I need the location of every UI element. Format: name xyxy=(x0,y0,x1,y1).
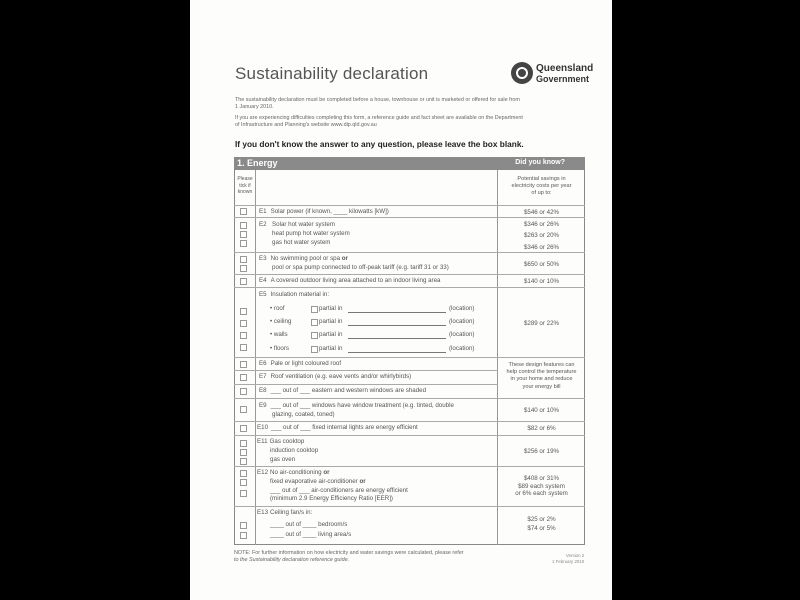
e13-saving-living: $74 or 5% xyxy=(527,525,556,532)
e7-label: E7 Roof ventilation (e.g. eave vents and/or whirlybirds) xyxy=(259,373,412,380)
e2-saving-heat-pump: $263 or 20% xyxy=(523,232,560,239)
section-title: 1. Energy xyxy=(237,158,278,168)
logo-line-2: Government xyxy=(536,74,590,84)
e2-checkbox-gas[interactable] xyxy=(240,240,247,247)
e9-line-2: glazing, coated, toned) xyxy=(272,411,335,418)
e5-partial-walls-label: partial in xyxy=(319,331,343,338)
e1-checkbox[interactable] xyxy=(240,208,247,215)
e3-checkbox-no-pool[interactable] xyxy=(240,256,247,263)
e12-line-1: E12 No air-conditioning or xyxy=(257,469,330,476)
intro-paragraph-1: The sustainability declaration must be completed before a house, townhouse or unit is marketed or offered for sale from 1 January 2010. xyxy=(235,97,520,110)
e1-label: E1 Solar power (if known, ____ kilowatts [kW]) xyxy=(259,208,389,215)
e5-partial-walls-checkbox[interactable] xyxy=(311,332,318,339)
e5-item-ceiling: • ceiling xyxy=(270,318,292,325)
e5-label: E5 Insulation material in: xyxy=(259,291,330,298)
footnote: NOTE: For further information on how electricity and water savings were calculated, please refer to the Sustainability declaration reference guide. xyxy=(234,550,464,563)
e12-checkbox-efficient[interactable] xyxy=(240,490,247,497)
instruction-warning: If you don't know the answer to any question, please leave the box blank. xyxy=(235,139,524,149)
e5-walls-location-line[interactable] xyxy=(348,338,446,339)
e13-line-bedrooms: ____ out of ____ bedroom/s xyxy=(270,521,348,528)
e12-checkbox-evaporative[interactable] xyxy=(240,479,247,486)
e10-label: E10 ___ out of ___ fixed internal lights are energy efficient xyxy=(257,424,418,431)
e8-checkbox[interactable] xyxy=(240,388,247,395)
e13-checkbox-bedrooms[interactable] xyxy=(240,522,247,529)
queensland-government-logo xyxy=(511,62,594,90)
e3-checkbox-off-peak[interactable] xyxy=(240,265,247,272)
e5-item-roof: • roof xyxy=(270,305,285,312)
savings-column-header: Potential savings in electricity costs per year of up to: xyxy=(511,176,572,196)
e11-line-1: E11 Gas cooktop xyxy=(257,438,305,445)
section-header xyxy=(234,157,585,170)
e5-partial-roof-label: partial in xyxy=(319,305,343,312)
e5-partial-ceiling-label: partial in xyxy=(319,318,343,325)
e5-item-floors: • floors xyxy=(270,345,290,352)
e3-line-2: pool or spa pump connected to off-peak tariff (e.g. tariff 31 or 33) xyxy=(272,264,449,271)
e13-line-living: ____ out of ____ living area/s xyxy=(270,531,352,538)
e12-line-2: fixed evaporative air-conditioner or xyxy=(270,478,366,485)
version-note: Version 2 1 February 2010 xyxy=(552,553,585,564)
e5-roof-location-line[interactable] xyxy=(348,312,446,313)
e5-partial-roof-checkbox[interactable] xyxy=(311,306,318,313)
e5-walls-location-label: (location) xyxy=(449,331,475,338)
e6-label: E6 Pale or light coloured roof xyxy=(259,360,342,367)
e6-e8-design-note: These design features can help control the temperature in your home and reduce your energy bill xyxy=(506,362,577,390)
e5-checkbox-ceiling[interactable] xyxy=(240,320,247,327)
e5-ceiling-location-line[interactable] xyxy=(348,325,446,326)
e4-saving: $140 or 10% xyxy=(523,278,560,285)
e12-line-4: (minimum 2.9 Energy Efficiency Ratio [EER]) xyxy=(270,495,393,502)
crest-icon xyxy=(511,62,533,84)
e11-checkbox-induction[interactable] xyxy=(240,449,247,456)
e12-savings: $408 or 31% $89 each system or 6% each system xyxy=(515,475,568,497)
e10-saving: $82 or 6% xyxy=(527,425,556,432)
e5-item-walls: • walls xyxy=(270,331,288,338)
intro-paragraph-2: If you are experiencing difficulties completing this form, a reference guide and fact sheet are available on the Department of Infrastructure and Planning's website www.dip.qld.gov.au xyxy=(235,115,523,128)
e13-saving-bedrooms: $25 or 2% xyxy=(527,516,556,523)
e7-checkbox[interactable] xyxy=(240,374,247,381)
e11-checkbox-gas-oven[interactable] xyxy=(240,458,247,465)
e6-checkbox[interactable] xyxy=(240,361,247,368)
e5-checkbox-walls[interactable] xyxy=(240,332,247,339)
e5-roof-location-label: (location) xyxy=(449,305,475,312)
e5-partial-floors-checkbox[interactable] xyxy=(311,346,318,353)
e5-floors-location-line[interactable] xyxy=(348,352,446,353)
e5-ceiling-location-label: (location) xyxy=(449,318,475,325)
e5-partial-floors-label: partial in xyxy=(319,345,343,352)
e12-checkbox-no-ac[interactable] xyxy=(240,470,247,477)
e11-line-3: gas oven xyxy=(270,456,296,463)
e12-line-3: ___ out of ___ air-conditioners are energy efficient xyxy=(270,487,408,494)
e5-partial-ceiling-checkbox[interactable] xyxy=(311,319,318,326)
e2-saving-solar: $346 or 26% xyxy=(523,221,560,228)
e5-checkbox-roof[interactable] xyxy=(240,308,247,315)
page-title: Sustainability declaration xyxy=(235,64,429,83)
e5-saving: $289 or 22% xyxy=(523,320,560,327)
tick-column-header: Please tick if known xyxy=(237,176,253,195)
e2-checkbox-heat-pump[interactable] xyxy=(240,231,247,238)
e13-checkbox-living[interactable] xyxy=(240,532,247,539)
e10-checkbox[interactable] xyxy=(240,425,247,432)
e3-line-1: E3 No swimming pool or spa or xyxy=(259,255,348,262)
e2-line-gas: gas hot water system xyxy=(272,239,331,246)
e8-label: E8 ___ out of ___ eastern and western windows are shaded xyxy=(259,387,427,394)
e9-checkbox[interactable] xyxy=(240,406,247,413)
e11-checkbox-gas-cooktop[interactable] xyxy=(240,440,247,447)
e1-saving: $546 or 42% xyxy=(523,209,560,216)
e3-saving: $650 or 50% xyxy=(523,261,560,268)
e2-code: E2 xyxy=(259,221,267,228)
e2-line-solar: Solar hot water system xyxy=(272,221,335,228)
e4-label: E4 A covered outdoor living area attached to an indoor living area xyxy=(259,277,441,284)
did-you-know-heading: Did you know? xyxy=(515,159,565,166)
e5-checkbox-floors[interactable] xyxy=(240,344,247,351)
e4-checkbox[interactable] xyxy=(240,278,247,285)
e5-floors-location-label: (location) xyxy=(449,345,475,352)
e2-checkbox-solar[interactable] xyxy=(240,222,247,229)
e2-saving-gas: $346 or 26% xyxy=(523,244,560,251)
e11-saving: $256 or 19% xyxy=(523,448,560,455)
e9-line-1: E9 ___ out of ___ windows have window treatment (e.g. tinted, double xyxy=(259,402,454,409)
e9-saving: $140 or 10% xyxy=(523,407,560,414)
e13-label: E13 Ceiling fan/s in: xyxy=(257,509,313,516)
e2-line-heat-pump: heat pump hot water system xyxy=(272,230,350,237)
logo-line-1: Queensland xyxy=(536,63,594,74)
e11-line-2: induction cooktop xyxy=(270,447,319,454)
